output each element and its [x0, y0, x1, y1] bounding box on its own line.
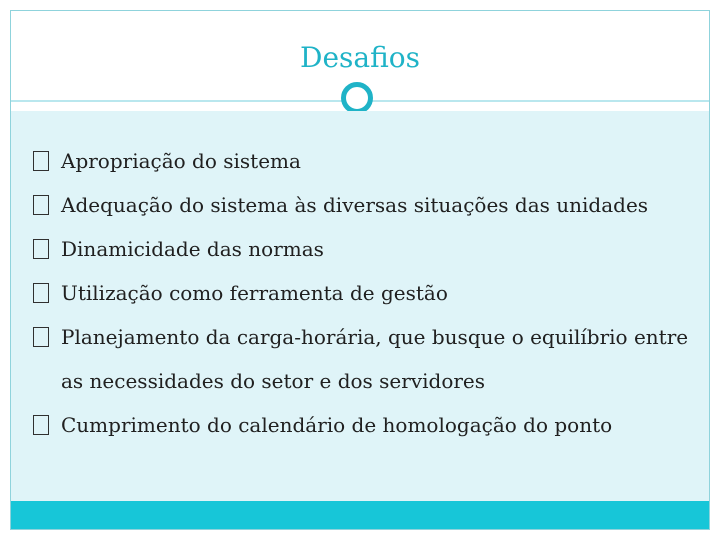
bottom-accent-bar [11, 501, 709, 529]
bullet-text: Dinamicidade das normas [61, 237, 324, 261]
bullet-list [33, 139, 689, 447]
box-bullet-icon [33, 195, 49, 215]
bullet-item [33, 183, 689, 227]
bullet-text: Cumprimento do calendário de homologação do ponto [61, 413, 613, 437]
bullet-text: Utilização como ferramenta de gestão [61, 281, 448, 305]
box-bullet-icon [33, 283, 49, 303]
bullet-text: Apropriação do sistema [61, 149, 301, 173]
box-bullet-icon [33, 239, 49, 259]
bullet-item [33, 227, 689, 271]
bullet-item [33, 271, 689, 315]
slide-title: Desafios [300, 41, 420, 74]
bullet-item [33, 403, 689, 447]
box-bullet-icon [33, 415, 49, 435]
content-area [11, 111, 709, 503]
bullet-item [33, 315, 689, 403]
bullet-text: Adequação do sistema às diversas situações das unidades [61, 193, 649, 217]
bullet-item [33, 139, 689, 183]
box-bullet-icon [33, 151, 49, 171]
bullet-text: Planejamento da carga-horária, que busque o equilíbrio entre as necessidades do setor e dos servidores [61, 325, 689, 393]
box-bullet-icon [33, 327, 49, 347]
circle-ornament-icon [341, 82, 373, 114]
slide [10, 10, 710, 530]
